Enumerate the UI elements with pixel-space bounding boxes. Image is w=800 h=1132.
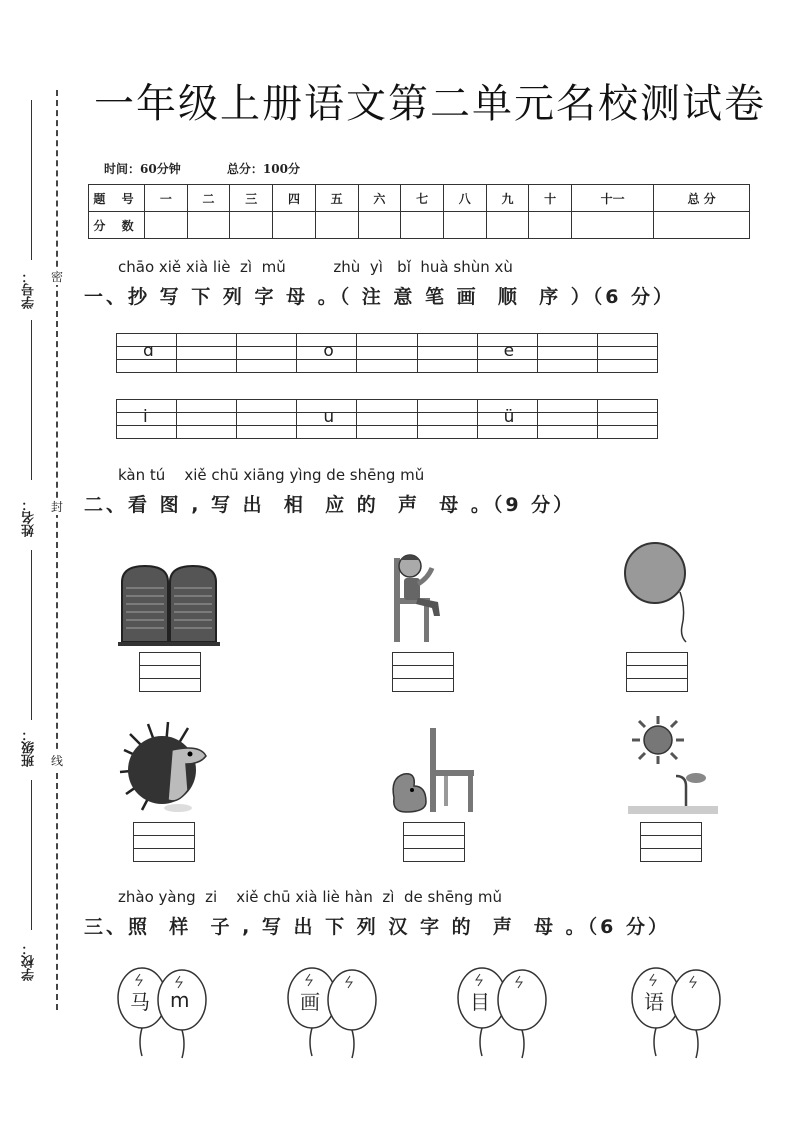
section1-heading: 一、抄 写 下 列 字 母 。（ 注 意 笔 画 顺 序 ）（6 分） [84, 286, 676, 308]
score-cell[interactable] [401, 212, 444, 239]
col-10: 十 [529, 185, 572, 212]
grid-cell[interactable] [357, 400, 417, 438]
char-ma: 马 [130, 990, 150, 1014]
balloon-image [620, 540, 694, 644]
model-letter-a: ɑ [143, 341, 154, 361]
class-rule-top [31, 550, 32, 720]
grid-cell[interactable] [297, 334, 357, 372]
balloon-pair-3[interactable] [452, 960, 572, 1060]
score-cell[interactable] [187, 212, 230, 239]
answer-box-balloon[interactable] [626, 652, 688, 692]
page-title: 一年级上册语文第二单元名校测试卷 [94, 81, 766, 127]
class-label: 班级： [22, 728, 37, 767]
grid-cell[interactable] [297, 400, 357, 438]
section2-heading: 二、看 图 , 写 出 相 应 的 声 母 。（9 分） [84, 494, 576, 516]
answer-box-squirrel[interactable] [403, 822, 465, 862]
col-1: 一 [145, 185, 188, 212]
model-letter-i: i [143, 407, 148, 427]
model-letter-v: ü [503, 407, 515, 427]
section3-heading: 三、照 样 子 , 写 出 下 列 汉 字 的 声 母 。（6 分） [84, 916, 671, 938]
score-cell[interactable] [443, 212, 486, 239]
seal-char-mi: 密 [50, 270, 63, 284]
grid-cell[interactable] [478, 334, 538, 372]
sun-sprout-image [628, 716, 718, 816]
school-label: 学校： [22, 942, 37, 981]
squirrel-chair-image [386, 726, 482, 816]
grid-cell[interactable] [237, 334, 297, 372]
answer-box-boy-chair[interactable] [392, 652, 454, 692]
section1-pinyin: chāo xiě xià liè zì mǔ zhù yì bǐ huà shùn xù [118, 258, 513, 276]
school-rule-top [31, 780, 32, 930]
score-cell[interactable] [230, 212, 273, 239]
grid-cell[interactable] [538, 400, 598, 438]
score-label: 分 数 [89, 212, 145, 239]
example-answer-m: m [170, 988, 190, 1012]
hedgehog-image [116, 720, 212, 816]
name-label: 姓名： [22, 498, 37, 537]
section2-pinyin: kàn tú xiě chū xiāng yìng de shēng mǔ [118, 466, 425, 484]
score-cell[interactable] [486, 212, 529, 239]
boy-on-chair-image [388, 548, 458, 644]
score-table-header-row [89, 185, 750, 212]
score-cell[interactable] [358, 212, 401, 239]
char-yu: 语 [644, 990, 664, 1014]
grid-cell[interactable] [478, 400, 538, 438]
col-9: 九 [486, 185, 529, 212]
grid-cell[interactable] [177, 334, 237, 372]
answer-box-hedgehog[interactable] [133, 822, 195, 862]
total-score: 总分：100分 [226, 162, 300, 176]
writing-grid-row-1[interactable] [116, 333, 658, 373]
section3-pinyin: zhào yàng zi xiě chū xià liè hàn zì de shēng mǔ [118, 888, 502, 906]
seal-char-feng: 封 [50, 500, 63, 514]
score-cell[interactable] [572, 212, 654, 239]
char-hua: 画 [300, 990, 320, 1014]
score-cell[interactable] [529, 212, 572, 239]
col-8: 八 [443, 185, 486, 212]
grid-cell[interactable] [418, 400, 478, 438]
answer-box-door[interactable] [139, 652, 201, 692]
score-cell[interactable] [654, 212, 750, 239]
student-id-rule [31, 100, 32, 260]
grid-cell[interactable] [538, 334, 598, 372]
grid-cell[interactable] [598, 400, 657, 438]
col-5: 五 [315, 185, 358, 212]
question-number-label: 题 号 [89, 185, 145, 212]
balloon-pair-4[interactable] [626, 960, 746, 1060]
model-letter-e: e [503, 341, 515, 361]
model-letter-u: u [323, 407, 335, 427]
grid-cell[interactable] [418, 334, 478, 372]
student-id-label: 学号： [22, 270, 37, 309]
grid-cell[interactable] [177, 400, 237, 438]
col-6: 六 [358, 185, 401, 212]
col-2: 二 [187, 185, 230, 212]
score-table-score-row [89, 212, 750, 239]
seal-char-xian: 线 [50, 754, 63, 768]
col-total: 总 分 [654, 185, 750, 212]
model-letter-o: o [323, 341, 334, 361]
grid-cell[interactable] [598, 334, 657, 372]
score-cell[interactable] [273, 212, 316, 239]
grid-cell[interactable] [237, 400, 297, 438]
balloon-pair-2[interactable] [282, 960, 402, 1060]
score-table [88, 184, 750, 239]
binding-dashed-line [56, 90, 58, 1010]
answer-box-sun-sprout[interactable] [640, 822, 702, 862]
col-11: 十一 [572, 185, 654, 212]
grid-cell[interactable] [117, 400, 177, 438]
char-mu: 目 [470, 990, 490, 1014]
grid-cell[interactable] [357, 334, 417, 372]
grid-cell[interactable] [117, 334, 177, 372]
exam-meta [104, 160, 342, 177]
name-rule-top [31, 320, 32, 480]
score-cell[interactable] [145, 212, 188, 239]
col-7: 七 [401, 185, 444, 212]
balloon-pair-1 [112, 960, 232, 1060]
time-limit: 时间：60分钟 [104, 162, 181, 176]
col-3: 三 [230, 185, 273, 212]
door-image [118, 562, 220, 646]
score-cell[interactable] [315, 212, 358, 239]
writing-grid-row-2[interactable] [116, 399, 658, 439]
col-4: 四 [273, 185, 316, 212]
